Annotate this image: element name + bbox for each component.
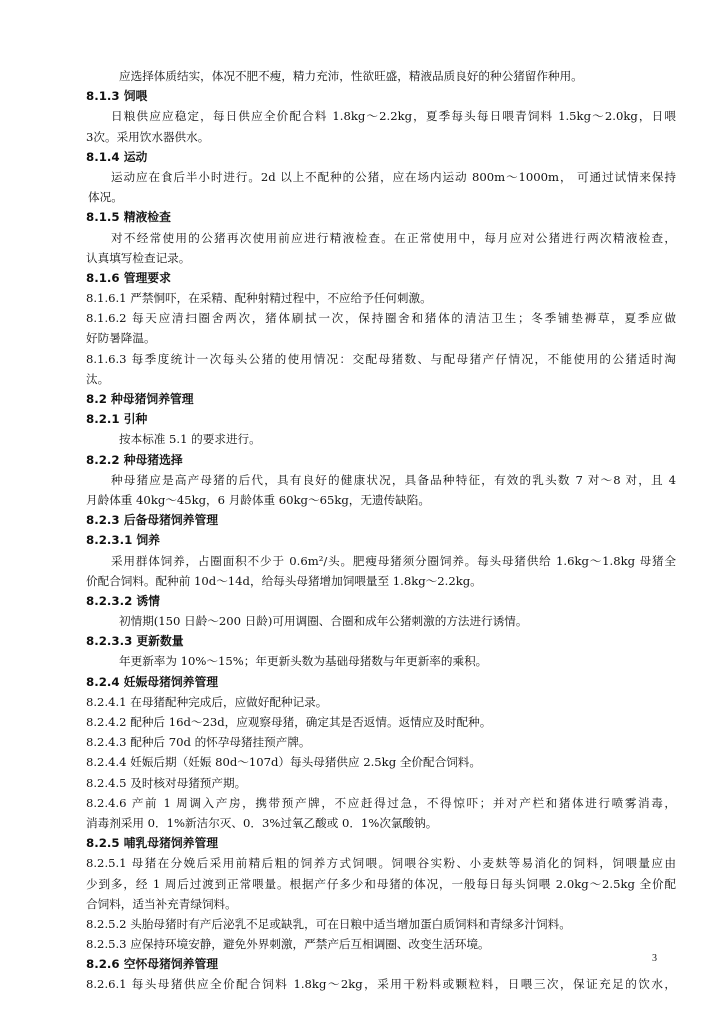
text-line: 8.2.5.3 应保持环境安静，避免外界刺激，严禁产后互相调圈、改变生活环境。 <box>86 937 490 952</box>
text-line: 8.2.4.1 在母猪配种完成后，应做好配种记录。 <box>86 694 328 709</box>
text-line: 汰。 <box>86 371 110 386</box>
text-line: 应选择体质结实，体况不肥不瘦，精力充沛，性欲旺盛，精液品质良好的种公猪留作种用。 <box>119 69 583 83</box>
section-heading: 8.1.5 精液检查 <box>86 210 171 225</box>
section-heading: 8.1.4 运动 <box>86 149 148 164</box>
text-line: 初情期(150 日龄～200 日龄)可用调圈、合圈和成年公猪刺激的方法进行诱情。 <box>119 614 528 629</box>
text-line: 3次。采用饮水器供水。 <box>86 129 210 144</box>
text-line: 对不经常使用的公猪再次使用前应进行精液检查。在正常使用中，每月应对公猪进行两次精液检查， <box>111 230 676 245</box>
section-heading: 8.2.3.2 诱情 <box>86 593 160 608</box>
text-line: 8.2.4.5 及时核对母猪预产期。 <box>86 775 247 790</box>
text-line: 认真填写检查记录。 <box>86 250 191 265</box>
text-line: 消毒剂采用 0．1%新洁尔灭、0．3%过氧乙酸或 0．1%次氯酸钠。 <box>86 815 438 830</box>
section-heading: 8.2.1 引种 <box>86 412 148 427</box>
text-line: 种母猪应是高产母猪的后代，具有良好的健康状况，具备品种特征，有效的乳头数 7 对～8 对，且 4 <box>111 472 676 487</box>
section-heading: 8.2 种母猪饲养管理 <box>86 392 194 406</box>
text-line: 日粮供应应稳定，每日供应全价配合料 1.8kg～2.2kg，夏季每头每日喂青饲料 1.5kg～2.0kg，日喂 <box>111 109 676 124</box>
text-line: 月龄体重 40kg～45kg，6 月龄体重 60kg～65kg，无遗传缺陷。 <box>86 492 430 507</box>
section-heading: 8.2.3.1 饲养 <box>86 533 160 548</box>
text-line: 8.2.4.3 配种后 70d 的怀孕母猪挂预产牌。 <box>86 735 311 750</box>
text-line: 8.2.6.1 每头母猪供应全价配合饲料 1.8kg～2kg，采用干粉料或颗粒料，日喂三次，保证充足的饮水， <box>86 977 676 992</box>
text-line: 8.2.4.6 产前 1 周调入产房，携带预产牌，不应赶得过急，不得惊吓；并对产栏和猪体进行喷雾消毒， <box>86 795 676 810</box>
text-line: 年更新率为 10%～15%；年更新头数为基础母猪数与年更新率的乘积。 <box>119 654 488 669</box>
page-number: 3 <box>652 953 657 964</box>
text-line: 8.2.5.2 头胎母猪时有产后泌乳不足或缺乳，可在日粮中适当增加蛋白质饲料和青绿多汁饲料。 <box>86 916 571 931</box>
section-heading: 8.2.5 哺乳母猪饲养管理 <box>86 836 219 851</box>
text-line: 8.1.6.3 每季度统计一次每头公猪的使用情况：交配母猪数、与配母猪产仔情况，不能使用的公猪适时淘 <box>86 351 676 366</box>
text-line: 采用群体饲养，占圈面积不少于 0.6m²/头。肥瘦母猪须分圈饲养。每头母猪供给 1.6kg～1.8kg 母猪全 <box>111 553 676 568</box>
text-line: 价配合饲料。配种前 10d～14d，给每头母猪增加饲喂量至 1.8kg～2.2kg。 <box>86 573 482 588</box>
text-line: 8.2.5.1 母猪在分娩后采用前精后粗的饲养方式饲喂。饲喂谷实粉、小麦麸等易消化的饲料，饲喂量应由 <box>86 856 676 871</box>
text-line: 少到多，经 1 周后过渡到正常喂量。根据产仔多少和母猪的体况，一般每日每头饲喂 2.0kg～2.5kg 全价配 <box>86 876 676 891</box>
text-line: 体况。 <box>88 190 123 205</box>
text-line: 运动应在食后半小时进行。2d 以上不配种的公猪，应在场内运动 800m～1000m， 可通过试情来保持 <box>111 169 676 184</box>
section-heading: 8.2.2 种母猪选择 <box>86 452 183 467</box>
text-line: 按本标准 5.1 的要求进行。 <box>119 432 261 447</box>
section-heading: 8.2.3.3 更新数量 <box>86 634 184 649</box>
section-heading: 8.1.6 管理要求 <box>86 270 171 285</box>
section-heading: 8.1.3 饲喂 <box>86 89 148 104</box>
document-body <box>86 66 676 995</box>
text-line: 8.1.6.2 每天应清扫圈舍两次，猪体刷拭一次，保持圈舍和猪体的清洁卫生；冬季铺垫褥草，夏季应做 <box>86 311 676 326</box>
text-line: 8.1.6.1 严禁恫吓，在采精、配种射精过程中，不应给予任何刺激。 <box>86 291 432 306</box>
text-line: 8.2.4.4 妊娠后期（妊娠 80d～107d）每头母猪供应 2.5kg 全价配合饲料。 <box>86 755 481 770</box>
section-heading: 8.2.6 空怀母猪饲养管理 <box>86 957 219 972</box>
text-line: 8.2.4.2 配种后 16d～23d，应观察母猪，确定其是否返情。返情应及时配种。 <box>86 715 492 729</box>
text-line: 好防暑降温。 <box>86 331 156 346</box>
text-line: 合饲料，适当补充青绿饲料。 <box>86 896 237 911</box>
section-heading: 8.2.3 后备母猪饲养管理 <box>86 513 219 528</box>
section-heading: 8.2.4 妊娠母猪饲养管理 <box>86 674 219 689</box>
